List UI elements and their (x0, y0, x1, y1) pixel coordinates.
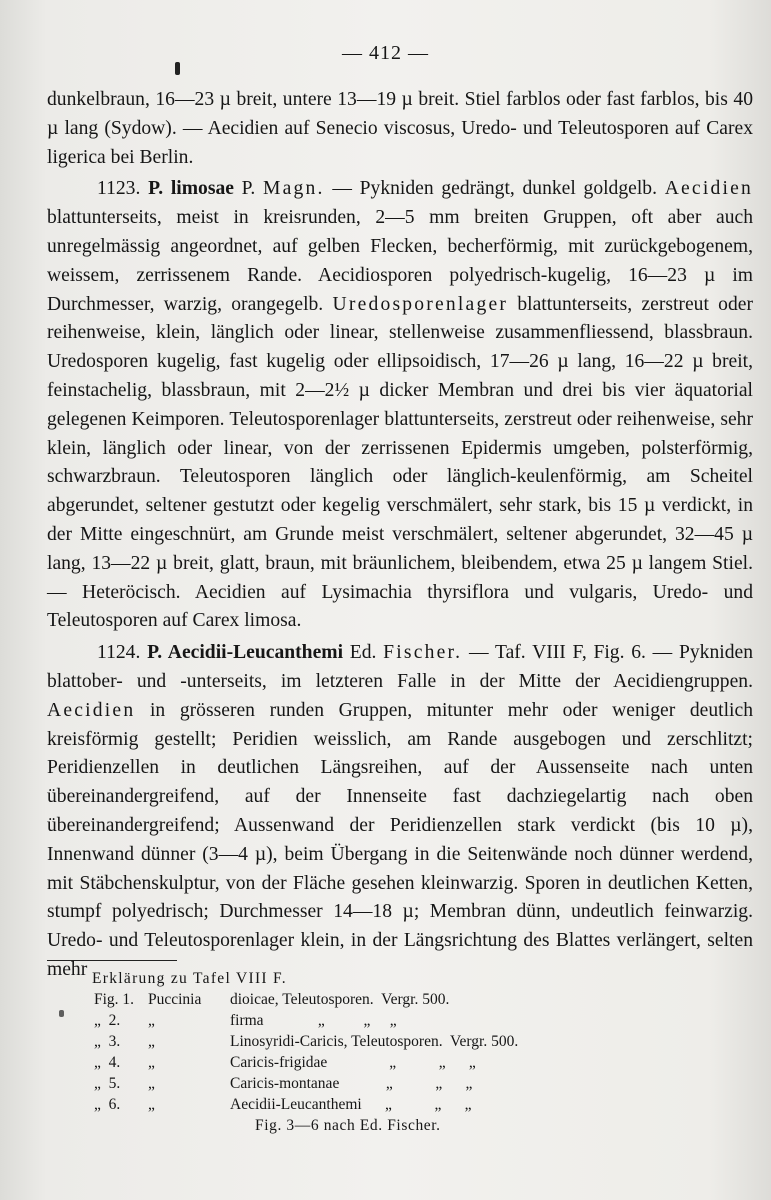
ink-speck (175, 62, 180, 75)
footnote-rule (47, 960, 177, 961)
figure-description: Caricis-frigidae „ „ „ (230, 1054, 476, 1071)
genus-name: „ (148, 1054, 155, 1071)
plate-caption (90, 968, 690, 1136)
spaced-term: Uredosporenlager (332, 293, 509, 315)
figure-label: „ 4. (94, 1054, 121, 1071)
spaced-term: Fischer. (383, 642, 463, 664)
genus-name: Puccinia (148, 991, 202, 1008)
text-run: — Taf. VIII F, Fig. 6. — Pykniden blattober- und -unterseits, im letzteren Falle in der Mitte der Aecidiengruppen. (47, 642, 753, 692)
genus-name: „ (148, 1033, 155, 1050)
caption-row (90, 1073, 690, 1094)
page-number: — 412 — (342, 42, 429, 64)
text-run: blattunterseits, meist in kreisrunden, 2—5 mm breiten Gruppen, oft aber auch unregelmässig angeordnet, auf gelben Flecken, becherförmig, mit zurückgebogenem, weissem, zerrissenem Rande. Aecidiosporen polyedrisch-kugelig, 16—23 µ im Durchmesser, warzig, orangegelb. (47, 207, 753, 315)
caption-row (90, 989, 690, 1010)
caption-row (90, 1031, 690, 1052)
figure-description: Aecidii-Leucanthemi „ „ „ (230, 1096, 472, 1113)
figure-label: „ 5. (94, 1075, 121, 1092)
body-text (47, 86, 753, 985)
text-run: Ed. (343, 642, 384, 664)
genus-name: „ (148, 1096, 155, 1113)
spaced-term: Aecidien (664, 178, 754, 200)
species-entry (47, 639, 753, 985)
caption-rows (90, 989, 690, 1115)
figure-description: firma „ „ „ (230, 1012, 397, 1029)
text-run: 1123. (97, 178, 149, 200)
text-run: P. (233, 178, 263, 200)
caption-row (90, 1094, 690, 1115)
caption-footer: Fig. 3—6 nach Ed. Fischer. (255, 1117, 441, 1134)
text-run: — Pykniden gedrängt, dunkel goldgelb. (324, 178, 665, 200)
text-run: blattunterseits, zerstreut oder reihenweise, klein, länglich oder linear, stellenweise zusammenfliessend, blassbraun. Uredosporen kugelig, fast kugelig oder ellipsoidisch, 17—26 µ lang, 16—22 µ breit, feinstachelig, blassbraun, mit 2—2½ µ dicker Membran und drei bis vier äquatorial gelegenen Keimporen. Teleutosporenlager blattunterseits, zerstreut oder reihenweise, sehr klein, länglich oder linear, von der zerrissenen Epidermis umgeben, polsterförmig, schwarzbraun. Teleutosporen länglich oder länglich-keulenförmig, am Scheitel abgerundet, seltener gestutzt oder kegelig verschmälert, sehr stark, bis 15 µ verdickt, in der Mitte eingeschnürt, am Grunde meist verschmälert, seltener abgerundet, 32—45 µ lang, 13—22 µ breit, glatt, braun, mit bräunlichem, bleibendem, etwa 25 µ langem Stiel. — Heteröcisch. Aecidien auf Lysimachia thyrsiflora und vulgaris, Uredo- und Teleutosporen auf Carex limosa. (47, 293, 753, 632)
caption-row (90, 1052, 690, 1073)
genus-name: „ (148, 1075, 155, 1092)
figure-label: „ 6. (94, 1096, 121, 1113)
caption-title: Erklärung zu Tafel VIII F. (92, 970, 287, 987)
continued-paragraph (47, 86, 753, 172)
figure-description: Linosyridi-Caricis, Teleutosporen. Vergr. 500. (230, 1033, 519, 1050)
ink-speck (59, 1010, 64, 1017)
text-run: in grösseren runden Gruppen, mitunter mehr oder weniger deutlich kreisförmig gestellt; Peridien weisslich, am Rande ausgebogen und zerschlitzt; Peridienzellen in deutlichen Längsreihen, auf der Aussenseite nach unten übereinandergreifend, auf der Innenseite fast dachziegelartig nach oben übereinandergreifend; Aussenwand der Peridienzellen stark verdickt (bis 10 µ), Innenwand dünner (3—4 µ), beim Übergang in die Seitenwände noch dünner werdend, mit Stäbchenskulptur, von der Fläche gesehen kleinwarzig. Sporen in deutlichen Ketten, stumpf polyedrisch; Durchmesser 14—18 µ; Membran dünn, undeutlich feinwarzig. Uredo- und Teleutosporenlager klein, in der Längsrichtung des Blattes verlängert, selten mehr (47, 699, 753, 980)
figure-label: „ 3. (94, 1033, 121, 1050)
spaced-term: Magn. (263, 178, 325, 200)
species-entry (47, 175, 753, 636)
figure-label: Fig. 1. (94, 991, 135, 1008)
species-name: P. limosae (148, 178, 234, 200)
genus-name: „ (148, 1012, 155, 1029)
spaced-term: Aecidien (47, 699, 136, 721)
species-name: P. Aecidii-Leucanthemi (147, 642, 344, 664)
text-run: 1124. (97, 642, 148, 664)
caption-row (90, 1010, 690, 1031)
figure-description: Caricis-montanae „ „ „ (230, 1075, 473, 1092)
text-run: dunkelbraun, 16—23 µ breit, untere 13—19 µ breit. Stiel farblos oder fast farblos, bis 40 µ lang (Sydow). — Aecidien auf Senecio viscosus, Uredo- und Teleutosporen auf Carex ligerica bei Berlin. (47, 89, 753, 168)
figure-label: „ 2. (94, 1012, 121, 1029)
figure-description: dioicae, Teleutosporen. Vergr. 500. (230, 991, 450, 1008)
